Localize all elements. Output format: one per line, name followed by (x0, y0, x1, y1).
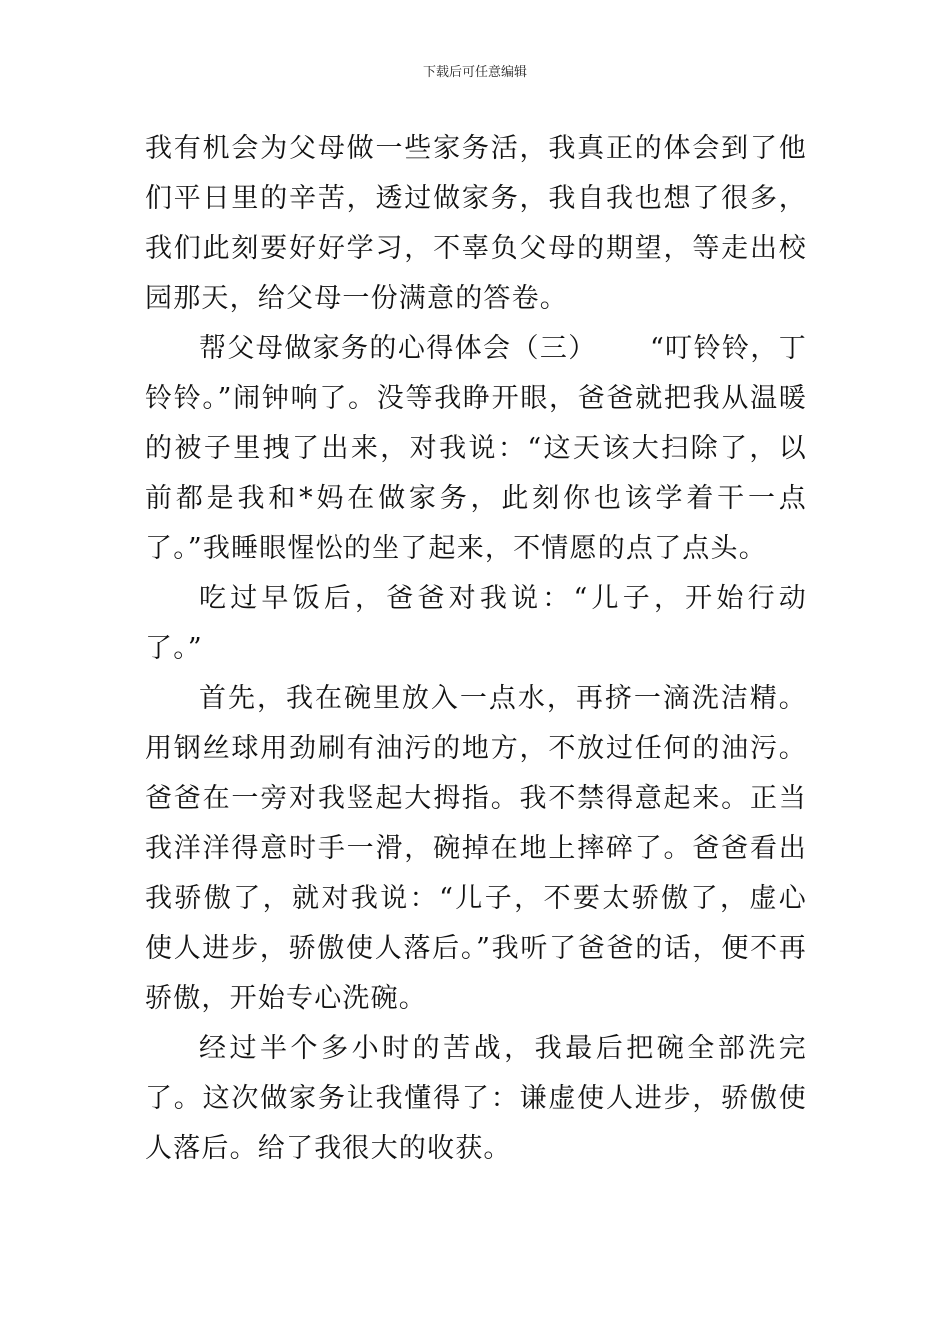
paragraph-2: 帮父母做家务的心得体会（三） “叮铃铃，丁铃铃。”闹钟响了。没等我睁开眼，爸爸就把我从温暖的被子里拽了出来，对我说：“这天该大扫除了，以前都是我和*妈在做家务，此刻你也该学着干一点了。”我睡眼惺忪的坐了起来，不情愿的点了点头。 (145, 333, 807, 564)
document-body (145, 124, 807, 1174)
paragraph-4: 首先，我在碗里放入一点水，再挤一滴洗洁精。用钢丝球用劲刷有油污的地方，不放过任何的油污。爸爸在一旁对我竖起大拇指。我不禁得意起来。正当我洋洋得意时手一滑，碗掉在地上摔碎了。爸爸看出我骄傲了，就对我说：“儿子，不要太骄傲了，虚心使人进步，骄傲使人落后。”我听了爸爸的话，便不再骄傲，开始专心洗碗。 (145, 683, 807, 1014)
paragraph-3: 吃过早饭后，爸爸对我说：“儿子，开始行动了。” (145, 583, 807, 664)
page-header: 下载后可任意编辑 (422, 65, 527, 80)
paragraph-1: 我有机会为父母做一些家务活，我真正的体会到了他们平日里的辛苦，透过做家务，我自我也想了很多，我们此刻要好好学习，不辜负父母的期望，等走出校园那天，给父母一份满意的答卷。 (145, 133, 807, 314)
paragraph-5: 经过半个多小时的苦战，我最后把碗全部洗完了。这次做家务让我懂得了：谦虚使人进步，骄傲使人落后。给了我很大的收获。 (145, 1033, 807, 1164)
